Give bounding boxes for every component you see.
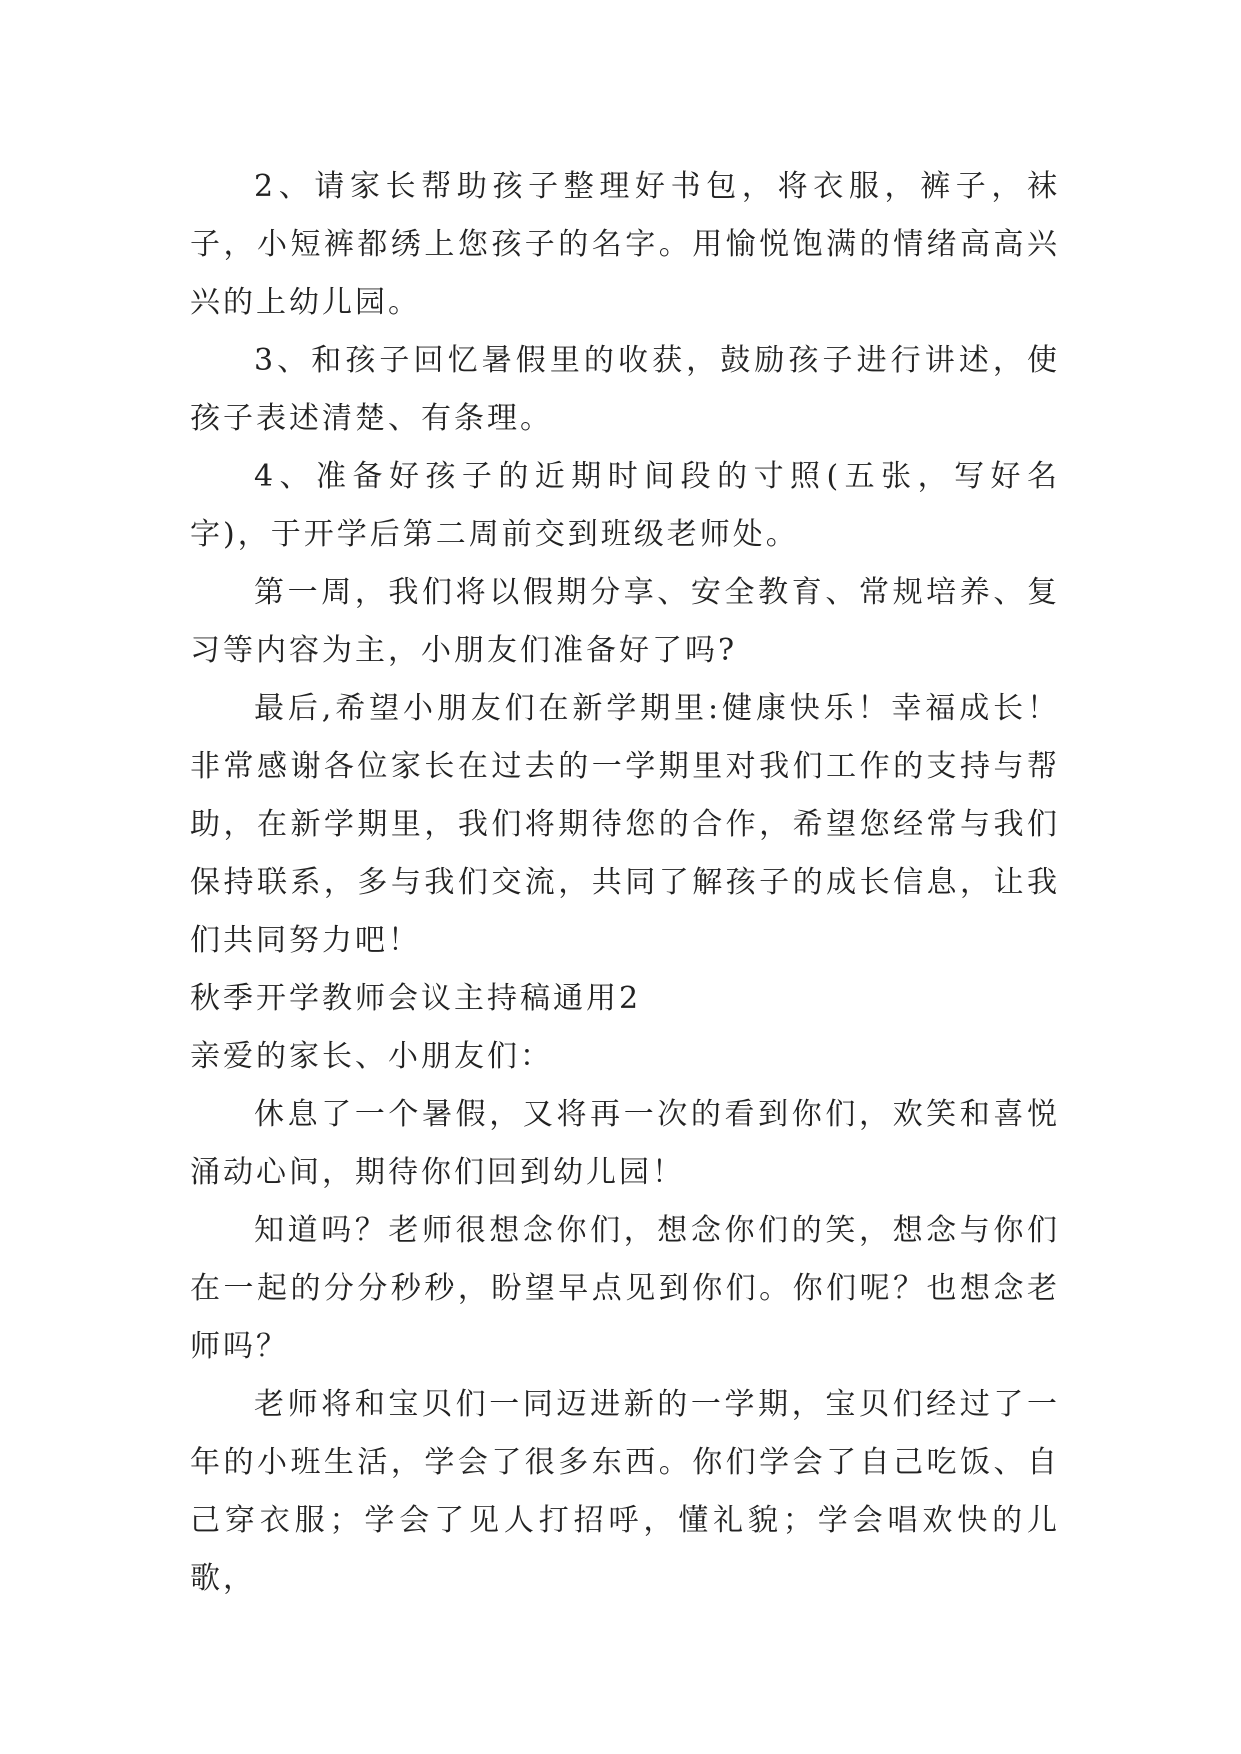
section-title: 秋季开学教师会议主持稿通用2 (190, 981, 642, 1016)
paragraph-first-week: 第一周，我们将以假期分享、安全教育、常规培养、复习等内容为主，小朋友们准备好了吗? (190, 575, 1060, 668)
paragraph-item-2: 2、请家长帮助孩子整理好书包，将衣服，裤子，袜子，小短裤都绣上您孩子的名字。用愉悦饱满的情绪高高兴兴的上幼儿园。 (190, 169, 1060, 320)
paragraph-item-3: 3、和孩子回忆暑假里的收获，鼓励孩子进行讲述，使孩子表述清楚、有条理。 (190, 343, 1060, 436)
salutation: 亲爱的家长、小朋友们： (190, 1039, 553, 1074)
paragraph-new-semester: 老师将和宝贝们一同迈进新的一学期，宝贝们经过了一年的小班生活，学会了很多东西。你们学会了自己吃饭、自己穿衣服；学会了见人打招呼，懂礼貌；学会唱欢快的儿歌， (190, 1387, 1060, 1596)
paragraph-closing: 最后,希望小朋友们在新学期里:健康快乐！幸福成长！非常感谢各位家长在过去的一学期里对我们工作的支持与帮助，在新学期里，我们将期待您的合作，希望您经常与我们保持联系，多与我们交流，共同了解孩子的成长信息，让我们共同努力吧！ (190, 691, 1060, 958)
document-body (190, 158, 1060, 1608)
paragraph-item-4: 4、准备好孩子的近期时间段的寸照(五张，写好名字)，于开学后第二周前交到班级老师处。 (190, 459, 1060, 552)
paragraph-miss-you: 知道吗？老师很想念你们，想念你们的笑，想念与你们在一起的分分秒秒，盼望早点见到你们。你们呢？也想念老师吗？ (190, 1213, 1060, 1364)
paragraph-greeting: 休息了一个暑假，又将再一次的看到你们，欢笑和喜悦涌动心间，期待你们回到幼儿园！ (190, 1097, 1060, 1190)
